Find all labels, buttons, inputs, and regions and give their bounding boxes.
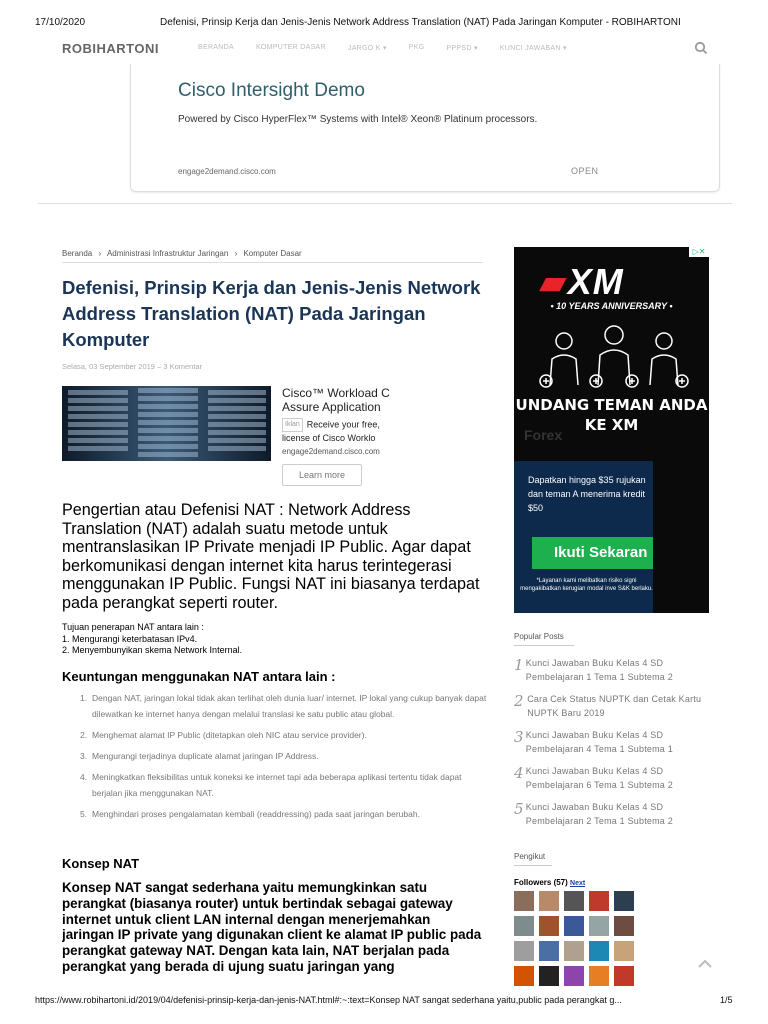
list-item bbox=[80, 748, 490, 764]
konsep-paragraph: Konsep NAT sangat sederhana yaitu memungkinkan satu perangkat (biasanya router) untuk bertindak sebagai gateway internet untuk client LAN internal dengan menerjemahkan jaringan IP private yang digunakan client ke alamat IP public pada perangkat gateway NAT. Dengan kata lain, NAT berjalan pada perangkat yang berada di ujung suatu jaringan yang bbox=[62, 880, 482, 974]
follower-avatar[interactable] bbox=[589, 941, 609, 961]
breadcrumb-komputer-dasar[interactable]: Komputer Dasar bbox=[243, 249, 302, 258]
popular-post-number: 3 bbox=[514, 728, 524, 746]
nav-item-pkg[interactable]: PKG bbox=[408, 44, 425, 51]
follower-avatar[interactable] bbox=[539, 966, 559, 986]
list-number: 4. bbox=[80, 772, 88, 782]
xm-description: Dapatkan hingga $35 rujukan dan teman A menerima kredit $50 bbox=[528, 475, 646, 513]
followers-label bbox=[514, 878, 585, 887]
popular-post-link[interactable]: Kunci Jawaban Buku Kelas 4 SD Pembelajaran 2 Tema 1 Subtema 2 bbox=[525, 802, 673, 826]
breadcrumb-administrasi[interactable]: Administrasi Infrastruktur Jaringan bbox=[106, 249, 229, 258]
follower-avatar[interactable] bbox=[514, 916, 534, 936]
konsep-heading: Konsep NAT bbox=[62, 856, 140, 871]
follower-avatar[interactable] bbox=[564, 916, 584, 936]
popular-post-link[interactable]: Kunci Jawaban Buku Kelas 4 SD Pembelajaran 1 Tema 1 Subtema 2 bbox=[525, 658, 673, 682]
list-text: Mengurangi terjadinya duplicate alamat jaringan IP Address. bbox=[92, 751, 319, 761]
ad-label: Iklan bbox=[282, 418, 303, 432]
list-item bbox=[80, 806, 490, 822]
nav-item-kunci-jawaban[interactable]: KUNCI JAWABAN ▾ bbox=[499, 45, 567, 52]
pengikut-heading: Pengikut bbox=[514, 852, 546, 861]
breadcrumb-separator: › bbox=[98, 249, 102, 258]
follower-avatar[interactable] bbox=[589, 916, 609, 936]
keuntungan-heading: Keuntungan menggunakan NAT antara lain : bbox=[62, 669, 336, 684]
post-meta: Selasa, 03 September 2019 – 3 Komentar bbox=[62, 362, 203, 371]
follower-avatar[interactable] bbox=[514, 891, 534, 911]
popular-post-link[interactable]: Kunci Jawaban Buku Kelas 4 SD Pembelajaran 6 Tema 1 Subtema 2 bbox=[525, 766, 673, 790]
follower-avatar[interactable] bbox=[614, 891, 634, 911]
top-ad-card[interactable] bbox=[130, 64, 720, 192]
popular-post-number: 1 bbox=[514, 656, 524, 674]
top-ad-subtitle: Powered by Cisco HyperFlex™ Systems with Intel® Xeon® Platinum processors. bbox=[178, 114, 538, 125]
top-ad-open-button[interactable]: OPEN bbox=[571, 166, 599, 176]
follower-avatar[interactable] bbox=[564, 966, 584, 986]
list-text: Menghindari proses pengalamatan kembali (readdressing) pada saat jaringan berubah. bbox=[92, 809, 420, 819]
popular-post-number: 4 bbox=[514, 764, 524, 782]
learn-more-button[interactable]: Learn more bbox=[282, 464, 362, 486]
side-ad-xm[interactable] bbox=[514, 247, 709, 613]
follower-avatar[interactable] bbox=[564, 941, 584, 961]
print-url: https://www.robihartoni.id/2019/04/defenisi-prinsip-kerja-dan-jenis-NAT.html#:~:text=Konsep NAT sangat sederhana yaitu,public pada perangkat g... bbox=[35, 995, 622, 1005]
list-item bbox=[80, 769, 490, 801]
list-number: 3. bbox=[80, 751, 88, 761]
server-rack-image bbox=[62, 386, 271, 461]
xm-headline bbox=[514, 395, 709, 435]
inline-ad-body-row bbox=[282, 418, 392, 444]
post-title: Defenisi, Prinsip Kerja dan Jenis-Jenis Network Address Translation (NAT) Pada Jaringan Komputer bbox=[62, 277, 481, 350]
inline-ad-body: Receive your free, license of Cisco Worklo bbox=[282, 419, 380, 443]
nav-item-komputer-dasar[interactable]: KOMPUTER DASAR bbox=[255, 44, 326, 51]
search-icon[interactable] bbox=[694, 41, 708, 55]
xm-legal: *Layanan kami melibatkan risiko signi mengakibatkan kerugian modal inve S&K berlaku. bbox=[520, 578, 653, 592]
list-item bbox=[80, 690, 490, 722]
lead-paragraph: Pengertian atau Defenisi NAT : Network Address Translation (NAT) adalah suatu metode untuk mentranslasikan IP Private menjadi IP Public. Agar dapat berkomunikasi dengan internet kita harus terintegerasi menggunakan IP Public. Fungsi NAT ini biasanya terdapat pada perangkat seperti router. bbox=[62, 501, 480, 612]
inline-ad[interactable] bbox=[62, 386, 392, 490]
follower-avatar[interactable] bbox=[614, 941, 634, 961]
scroll-to-top-icon[interactable] bbox=[697, 959, 713, 969]
popular-post-number: 2 bbox=[514, 692, 524, 710]
site-nav bbox=[38, 38, 732, 64]
list-number: 2. bbox=[80, 730, 88, 740]
tujuan-section bbox=[62, 622, 242, 657]
top-ad-area bbox=[38, 64, 732, 204]
follower-avatar[interactable] bbox=[539, 916, 559, 936]
breadcrumb-separator: › bbox=[234, 249, 238, 258]
xm-brand: XM bbox=[567, 261, 624, 302]
inline-ad-domain: engage2demand.cisco.com bbox=[282, 447, 380, 456]
top-ad-title[interactable]: Cisco Intersight Demo bbox=[178, 80, 365, 101]
tujuan-item: 1. Mengurangi keterbatasan IPv4. bbox=[62, 633, 198, 644]
nav-item-beranda[interactable]: BERANDA bbox=[198, 44, 234, 51]
follower-avatar[interactable] bbox=[589, 966, 609, 986]
breadcrumb-divider bbox=[62, 262, 483, 263]
popular-posts-heading: Popular Posts bbox=[514, 632, 564, 641]
nav-item-pppsd[interactable]: PPPSD ▾ bbox=[446, 45, 478, 52]
adchoices-icon[interactable]: ▷✕ bbox=[689, 247, 709, 257]
print-header bbox=[0, 0, 768, 40]
popular-post-link[interactable]: Cara Cek Status NUPTK dan Cetak Kartu NUPTK Baru 2019 bbox=[527, 694, 702, 718]
follower-avatar[interactable] bbox=[564, 891, 584, 911]
follower-avatar[interactable] bbox=[614, 966, 634, 986]
print-footer bbox=[0, 990, 768, 1010]
follower-avatar[interactable] bbox=[514, 966, 534, 986]
keuntungan-list bbox=[80, 690, 490, 827]
follower-avatar[interactable] bbox=[539, 941, 559, 961]
xm-forex-text: Forex bbox=[524, 427, 563, 443]
pengikut-underline bbox=[514, 865, 552, 866]
popular-posts-list bbox=[514, 656, 714, 836]
follower-avatar[interactable] bbox=[614, 916, 634, 936]
followers-next-link[interactable]: Next bbox=[570, 880, 586, 887]
inline-ad-title[interactable]: Cisco™ Workload C Assure Application bbox=[282, 386, 390, 414]
breadcrumb-beranda[interactable]: Beranda bbox=[62, 249, 93, 258]
breadcrumb bbox=[62, 249, 306, 258]
followers-count: Followers (57) bbox=[514, 878, 568, 887]
tujuan-heading: Tujuan penerapan NAT antara lain : bbox=[62, 622, 204, 632]
list-number: 1. bbox=[80, 693, 88, 703]
popular-post-item[interactable] bbox=[514, 656, 714, 692]
list-text: Menghemat alamat IP Public (ditetapkan oleh NIC atau service provider). bbox=[92, 730, 367, 740]
tujuan-item: 2. Menyembunyikan skema Network Internal. bbox=[62, 645, 243, 655]
list-text: Dengan NAT, jaringan lokal tidak akan terlihat oleh dunia luar/ internet. IP lokal yang cukup banyak dapat dilewatkan ke internet hanya dengan melalui translasi ke satu public atau global. bbox=[92, 693, 487, 719]
xm-logo: ▰XM bbox=[539, 261, 624, 302]
print-page-title: Defenisi, Prinsip Kerja dan Jenis-Jenis Network Address Translation (NAT) Pada Jaringan Komputer - ROBIHARTONI bbox=[160, 17, 681, 28]
popular-post-item[interactable] bbox=[514, 692, 714, 728]
print-page-number: 1/5 bbox=[720, 995, 733, 1005]
site-logo[interactable]: ROBIHARTONI bbox=[62, 41, 159, 56]
follower-avatar[interactable] bbox=[514, 941, 534, 961]
nav-item-jargo[interactable]: JARGO K ▾ bbox=[347, 45, 387, 52]
nav-menu bbox=[198, 44, 589, 52]
list-number: 5. bbox=[80, 809, 88, 819]
xm-headline-1: UNDANG TEMAN ANDA bbox=[515, 396, 708, 414]
popular-post-item[interactable] bbox=[514, 728, 714, 764]
popular-post-item[interactable] bbox=[514, 764, 714, 800]
xm-headline-2: KE XM bbox=[584, 416, 639, 434]
popular-post-link[interactable]: Kunci Jawaban Buku Kelas 4 SD Pembelajaran 4 Tema 1 Subtema 1 bbox=[525, 730, 673, 754]
xm-cta-button[interactable]: Ikuti Sekaran bbox=[532, 537, 653, 569]
list-item bbox=[80, 727, 490, 743]
follower-avatar[interactable] bbox=[539, 891, 559, 911]
top-ad-domain: engage2demand.cisco.com bbox=[178, 167, 276, 176]
popular-post-item[interactable] bbox=[514, 800, 714, 836]
follower-avatar[interactable] bbox=[589, 891, 609, 911]
print-date: 17/10/2020 bbox=[35, 17, 86, 28]
list-text: Meningkatkan fleksibilitas untuk koneksi ke internet tapi ada beberapa aplikasi tertentu tidak dapat berjalan jika menggunakan NAT. bbox=[92, 772, 462, 798]
followers-grid bbox=[514, 891, 638, 986]
xm-anniversary: • 10 YEARS ANNIVERSARY • bbox=[550, 301, 673, 311]
popular-post-number: 5 bbox=[514, 800, 524, 818]
popular-posts-underline bbox=[514, 645, 574, 646]
people-illustration-icon bbox=[534, 323, 694, 393]
